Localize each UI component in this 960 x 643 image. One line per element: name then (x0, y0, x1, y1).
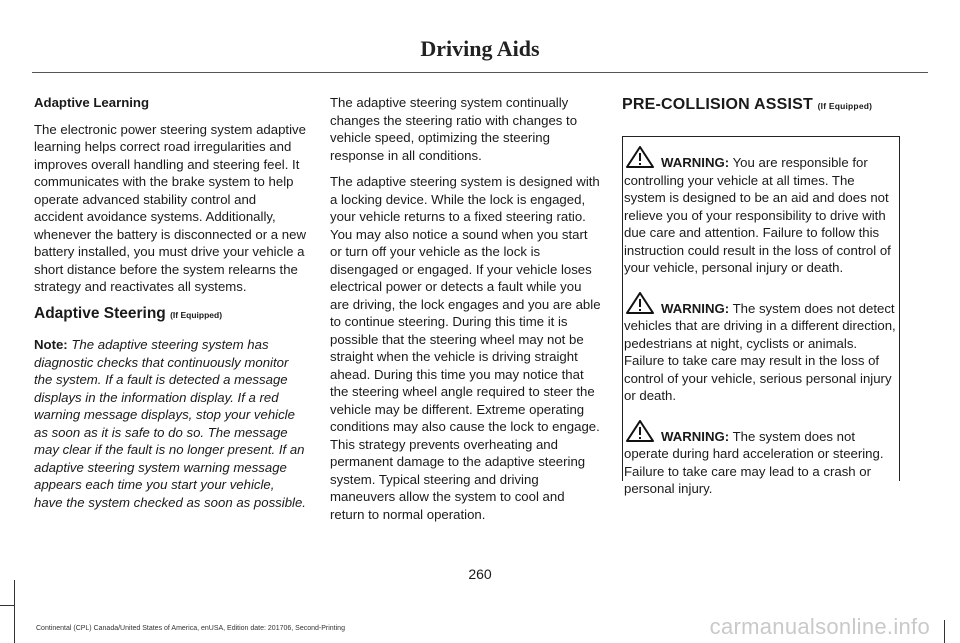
warning-label: WARNING: (661, 428, 730, 444)
column-middle (330, 94, 602, 532)
warning-label: WARNING: (661, 155, 730, 170)
crop-mark-left-vertical (14, 580, 15, 643)
warning-label: WARNING: (661, 300, 730, 316)
locking-device-paragraph: The adaptive steering system is designed with a locking device. While the lock is engaged, your vehicle returns to a fixed steering ratio. You may also notice a sound when you start or turn off your vehicle as the lock is disengaged or engaged. If your vehicle loses electrical power or detects a fault while you are driving, the lock engages and you are able to continue steering. During this time it is possible that the steering wheel may not be straight when the vehicle is driving straight ahead. During this time you may notice that the steering wheel angle required to steer the vehicle may be different. Extreme operating conditions may also cause the lock to engage. This strategy prevents overheating and permanent damage to the adaptive steering system. Typical steering and driving maneuvers allow the system to cool and return to normal operation. (330, 174, 601, 522)
edition-footer: Continental (CPL) Canada/United States of America, enUSA, Edition date: 201706, Second-Printing (36, 625, 345, 632)
page-title: Driving Aids (420, 36, 540, 61)
column-right (622, 96, 896, 116)
steering-ratio-paragraph: The adaptive steering system continually changes the steering ratio with changes to vehicle speed, optimizing the steering response in all conditions. (330, 95, 578, 163)
adaptive-learning-heading: Adaptive Learning (34, 95, 150, 110)
warning-1 (624, 145, 897, 277)
adaptive-steering-title: Adaptive Steering (34, 304, 166, 322)
warning-text: The system does not detect vehicles that are driving in a different direction, pedestrians at night, cyclists or animals. Failure to take care may result in the loss of control of your vehicle, serious personal injury or death. (624, 300, 896, 403)
warning-3 (624, 419, 897, 498)
warning-box (622, 136, 900, 496)
warning-text: You are responsible for controlling your vehicle at all times. The system is designed to be an aid and does not relieve you of your responsibility to drive with due care and attention. Failure to follow this instruction could result in the loss of control of your vehicle, personal injury or death. (624, 155, 891, 275)
warning-2 (624, 291, 897, 405)
pre-collision-title: PRE-COLLISION ASSIST (622, 96, 813, 113)
crop-mark-right-vertical (944, 620, 945, 643)
warning-triangle-icon (625, 291, 655, 315)
crop-mark-left-horizontal (0, 605, 14, 606)
pre-collision-assist-heading (622, 96, 896, 116)
header-rule (32, 72, 928, 73)
note-label: Note: (34, 337, 68, 352)
column-left (34, 94, 306, 520)
if-equipped-label: (If Equipped) (817, 101, 873, 111)
note-text: The adaptive steering system has diagnostic checks that continuously monitor the system. If a fault is detected a message displays in the information display. If a red warning message displays, stop your vehicle as soon as it is safe to do so. The message may clear if the fault is no longer present. If an adaptive steering system warning message appears each time you start your vehicle, have the system checked as soon as possible. (34, 337, 306, 510)
warning-triangle-icon (625, 145, 655, 169)
warning-triangle-icon (625, 419, 655, 443)
warning-text: The system does not operate during hard acceleration or steering. Failure to take care may lead to a crash or personal injury. (624, 428, 884, 496)
note-paragraph (34, 336, 306, 511)
adaptive-learning-paragraph: The electronic power steering system adaptive learning helps correct road irregularities and improves overall handling and steering feel. It communicates with the brake system to help operate advanced stability control and accident avoidance systems. Additionally, whenever the battery is disconnected or a new battery installed, you must drive your vehicle a short distance before the system relearns the strategy and reactivates all systems. (34, 121, 306, 294)
page-number: 260 (468, 566, 492, 582)
watermark: carmanualsonline.info (709, 614, 930, 639)
adaptive-steering-heading (34, 305, 306, 325)
if-equipped-label: (If Equipped) (170, 309, 223, 320)
